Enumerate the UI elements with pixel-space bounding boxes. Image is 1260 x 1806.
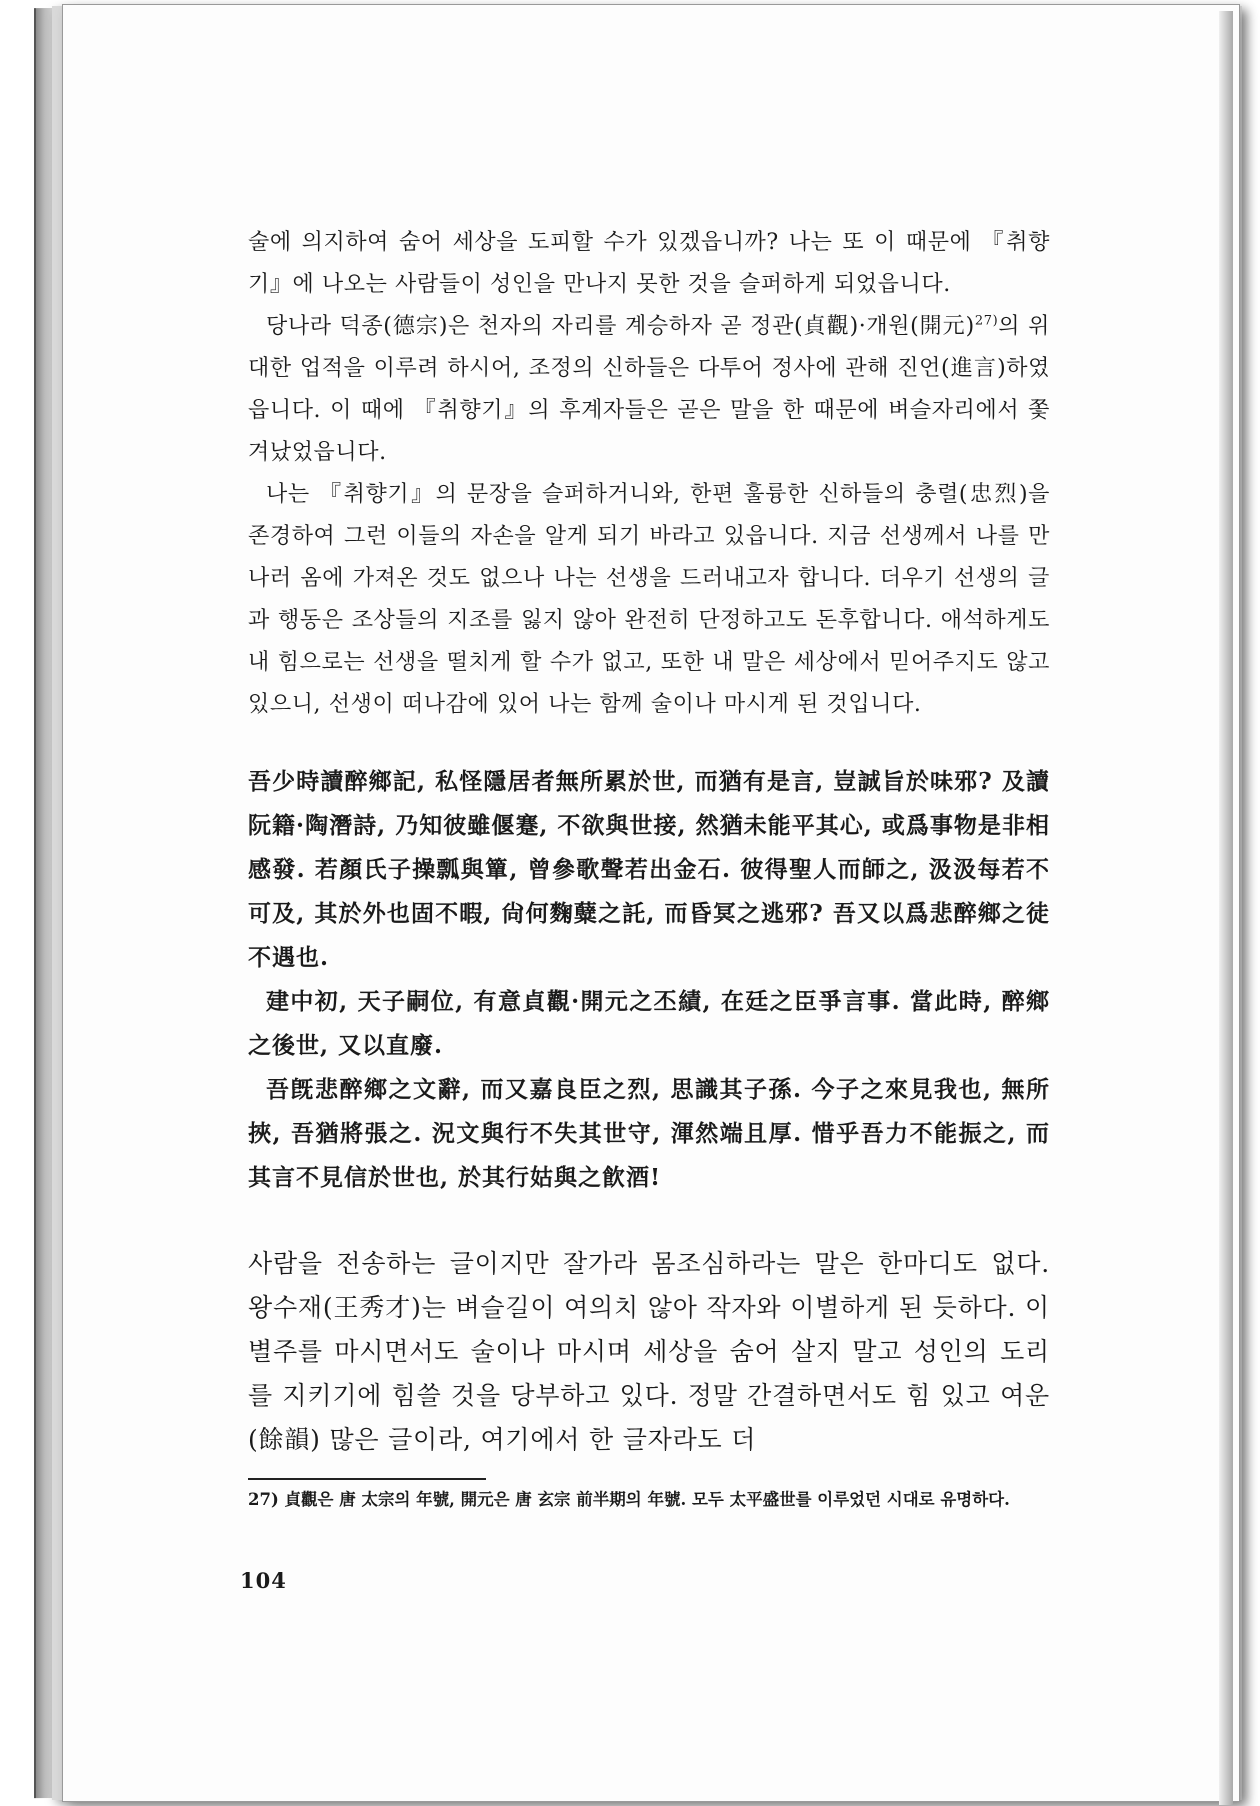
footnote-divider	[248, 1478, 486, 1480]
page-content	[248, 222, 1050, 1513]
section-gap	[248, 726, 1050, 760]
chinese-paragraph-3: 吾旣悲醉鄉之文辭, 而又嘉良臣之烈, 思識其子孫. 今子之來見我也, 無所挾, 吾猶將張之. 況文與行不失其世守, 渾然端且厚. 惜乎吾力不能振之, 而其言不見信於世也, 於其行姑與之飮酒!	[248, 1076, 1050, 1191]
korean-paragraph-2	[248, 306, 1050, 474]
page-right-edge	[1219, 11, 1233, 1805]
footnote-marker: 27)	[974, 313, 999, 329]
chinese-paragraph-2: 建中初, 天子嗣位, 有意貞觀·開元之丕績, 在廷之臣爭言事. 當此時, 醉鄉之後世, 又以直廢.	[248, 988, 1050, 1059]
korean-paragraph-2-rest: 의 위대한 업적을 이루려 하시어, 조정의 신하들은 다투어 정사에 관해 진언(進言)하였읍니다. 이 때에 『취향기』의 후계자들은 곧은 말을 한 때문에 벼슬자리에서 쫓겨났었읍니다.	[248, 314, 1050, 465]
chinese-paragraph-1: 吾少時讀醉鄉記, 私怪隱居者無所累於世, 而猶有是言, 豈誠旨於味邪? 及讀阮籍·陶潛詩, 乃知彼雖偃蹇, 不欲與世接, 然猶未能平其心, 或爲事物是非相感發. 若顏氏子操瓢與簞, 曾參歌聲若出金石. 彼得聖人而師之, 汲汲每若不可及, 其於外也固不暇, 尙何麴糵之託, 而昏冥之逃邪? 吾又以爲悲醉鄉之徒不遇也.	[248, 768, 1050, 971]
korean-paragraph-3: 나는 『취향기』의 문장을 슬퍼하거니와, 한편 훌륭한 신하들의 충렬(忠烈)을 존경하여 그런 이들의 자손을 알게 되기 바라고 있읍니다. 지금 선생께서 나를 만나러 옴에 가져온 것도 없으나 나는 선생을 드러내고자 합니다. 더우기 선생의 글과 행동은 조상들의 지조를 잃지 않아 완전히 단정하고도 돈후합니다. 애석하게도 내 힘으로는 선생을 떨치게 할 수가 없고, 또한 내 말은 세상에서 믿어주지도 않고 있으니, 선생이 떠나감에 있어 나는 함께 술이나 마시게 된 것입니다.	[248, 482, 1050, 717]
section-gap	[248, 1200, 1050, 1242]
commentary-paragraph: 사람을 전송하는 글이지만 잘가라 몸조심하라는 말은 한마디도 없다. 왕수재(王秀才)는 벼슬길이 여의치 않아 작자와 이별하게 된 듯하다. 이별주를 마시면서도 술이나 마시며 세상을 숨어 살지 말고 성인의 도리를 지키기에 힘쓸 것을 당부하고 있다. 정말 간결하면서도 힘 있고 여운(餘韻) 많은 글이라, 여기에서 한 글자라도 더	[248, 1249, 1050, 1454]
korean-paragraph-1: 술에 의지하여 숨어 세상을 도피할 수가 있겠읍니까? 나는 또 이 때문에 『취향기』에 나오는 사람들이 성인을 만나지 못한 것을 슬퍼하게 되었읍니다.	[248, 230, 1050, 297]
page-number: 104	[240, 1568, 287, 1593]
korean-paragraph-2-start: 당나라 덕종(德宗)은 천자의 자리를 계승하자 곧 정관(貞觀)·개원(開元)	[266, 314, 975, 339]
footnote-27: 27) 貞觀은 唐 太宗의 年號, 開元은 唐 玄宗 前半期의 年號. 모두 太平盛世를 이루었던 시대로 유명하다.	[248, 1490, 1010, 1509]
